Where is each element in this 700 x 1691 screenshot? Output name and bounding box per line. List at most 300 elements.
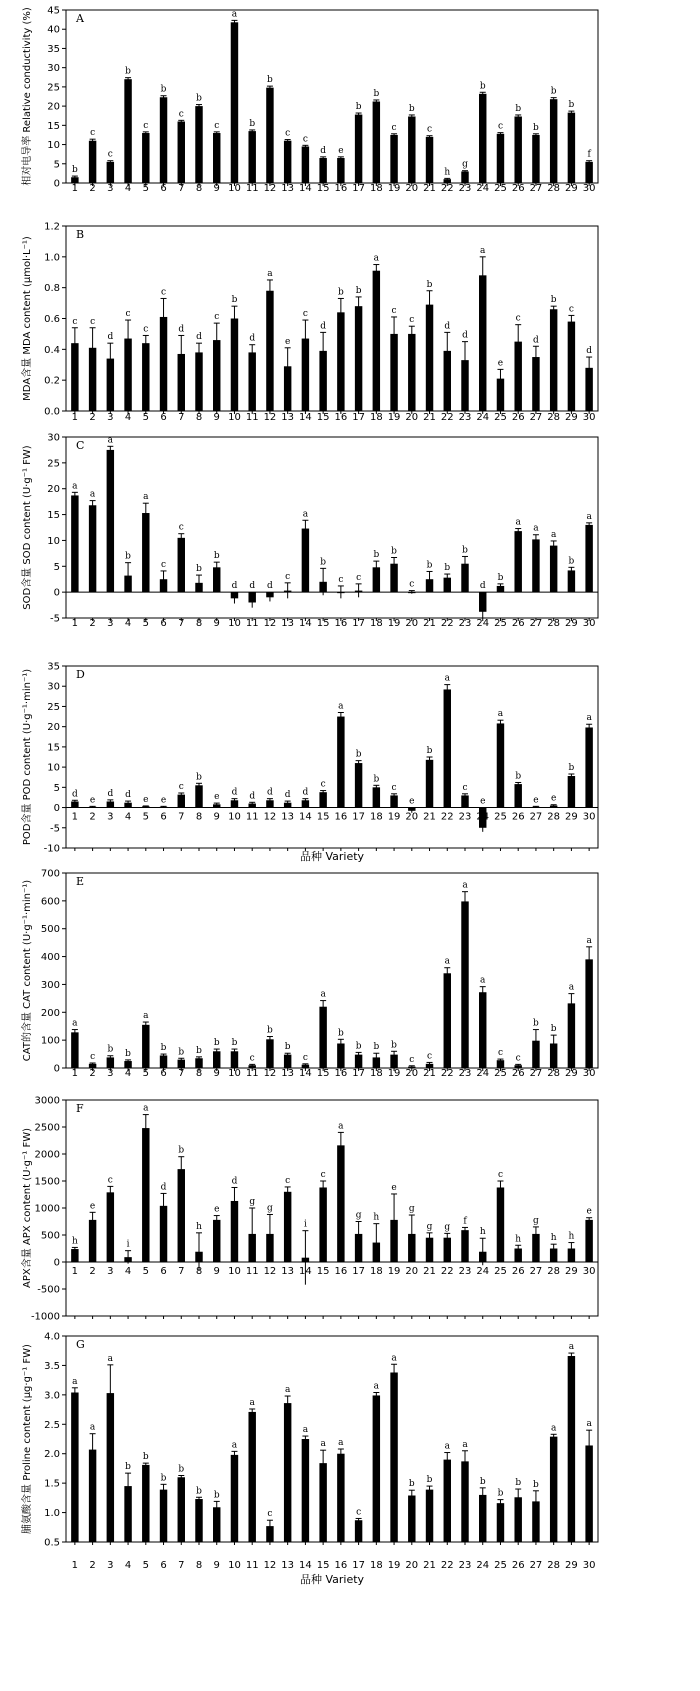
significance-letter: c (515, 1053, 521, 1064)
bar (284, 1055, 291, 1068)
significance-letter: b (107, 1044, 114, 1055)
significance-letter: a (373, 1381, 380, 1392)
significance-letter: a (143, 492, 149, 503)
bar (71, 1032, 78, 1068)
significance-letter: d (267, 581, 273, 592)
x-tick-label: 16 (334, 1266, 348, 1277)
x-tick-label: 12 (263, 412, 277, 423)
significance-letter: a (338, 701, 344, 712)
x-tick-label: 4 (124, 1068, 132, 1079)
bar (373, 1395, 380, 1542)
significance-letter: a (586, 1419, 592, 1430)
significance-letter: b (426, 560, 433, 571)
x-tick-label: 19 (387, 811, 401, 823)
significance-letter: b (515, 103, 522, 114)
significance-letter: b (550, 86, 557, 97)
bar (319, 792, 326, 807)
x-tick-label: 2 (89, 811, 96, 823)
x-tick-label: 15 (316, 412, 330, 423)
x-tick-label: 6 (160, 1266, 167, 1277)
bar (514, 531, 521, 592)
x-tick-label: 12 (263, 1560, 277, 1571)
x-tick-label: 28 (547, 1560, 561, 1571)
bar (319, 158, 326, 183)
significance-letter: b (355, 749, 362, 760)
y-tick-label: 15 (47, 120, 60, 132)
bar (426, 760, 433, 808)
bar (266, 291, 273, 411)
bar (355, 306, 362, 411)
x-tick-label: 16 (334, 1560, 348, 1571)
bar (390, 135, 397, 183)
significance-letter: b (142, 1452, 149, 1463)
significance-letter: g (426, 1221, 433, 1232)
bar (532, 135, 539, 183)
significance-letter: b (125, 66, 131, 77)
bar (337, 158, 344, 183)
x-tick-label: 17 (352, 183, 365, 194)
x-tick-label: 29 (565, 1068, 578, 1079)
significance-letter: a (231, 1440, 238, 1451)
panel-f (20, 1096, 598, 1323)
y-tick-label: 5 (53, 159, 60, 171)
x-tick-label: 20 (405, 618, 419, 629)
x-tick-label: 19 (387, 618, 401, 629)
y-tick-label: 25 (47, 458, 60, 470)
bar (302, 529, 309, 593)
x-tick-label: 13 (281, 183, 295, 194)
x-tick-label: 10 (228, 412, 241, 423)
x-tick-label: 24 (476, 1068, 490, 1079)
significance-letter: f (587, 149, 591, 160)
significance-letter: b (408, 103, 415, 114)
x-tick-label: 5 (142, 1266, 149, 1277)
x-tick-label: 19 (387, 1266, 401, 1277)
y-tick-label: 5 (53, 782, 60, 794)
significance-letter: b (568, 556, 575, 567)
bar (284, 141, 291, 183)
y-tick-label: 4.0 (44, 1331, 60, 1343)
significance-letter: b (196, 1486, 202, 1497)
y-tick-label: 0.2 (44, 375, 60, 387)
y-tick-label: 1.0 (44, 1508, 60, 1520)
significance-letter: c (391, 305, 397, 316)
significance-letter: b (196, 93, 202, 104)
significance-letter: a (533, 523, 539, 534)
significance-letter: d (444, 321, 451, 332)
x-tick-label: 1 (71, 1560, 79, 1571)
significance-letter: c (72, 316, 78, 327)
x-tick-label: 21 (423, 1266, 436, 1277)
significance-letter: b (444, 563, 451, 574)
significance-letter: b (196, 1045, 202, 1056)
y-tick-label: 25 (47, 82, 60, 94)
y-tick-label: 0.5 (44, 1537, 60, 1549)
x-tick-label: 13 (281, 1068, 295, 1079)
significance-letter: h (479, 1227, 486, 1238)
x-tick-label: 22 (440, 1266, 454, 1277)
bar (426, 305, 433, 411)
significance-letter: a (480, 245, 486, 256)
y-tick-label: 0 (53, 1063, 60, 1075)
bar (390, 795, 397, 807)
x-tick-label: 15 (316, 1266, 330, 1277)
significance-letter: b (267, 75, 273, 86)
panel-b-ylabel: MDA含量 MDA content (μmol·L⁻¹) (22, 236, 33, 401)
bar (568, 570, 575, 592)
x-tick-label: 23 (458, 1266, 472, 1277)
significance-letter: a (320, 989, 326, 1000)
x-tick-label: 12 (263, 183, 277, 194)
x-tick-label: 19 (387, 1068, 401, 1079)
x-tick-label: 8 (195, 183, 203, 194)
x-tick-label: 25 (494, 1068, 507, 1079)
x-tick-label: 30 (582, 412, 596, 423)
significance-letter: a (550, 1423, 557, 1434)
panel-f-label: F (76, 1102, 84, 1115)
bar (302, 1439, 309, 1542)
significance-letter: b (125, 551, 131, 562)
significance-letter: b (178, 1464, 185, 1475)
y-tick-label: 100 (40, 1035, 60, 1047)
x-tick-label: 9 (213, 1266, 220, 1277)
bar (461, 171, 468, 183)
x-tick-label: 1 (71, 412, 79, 423)
significance-letter: g (462, 159, 468, 170)
significance-letter: a (302, 1425, 309, 1436)
significance-letter: c (497, 121, 503, 132)
y-tick-label: 3.5 (44, 1360, 60, 1372)
x-tick-label: 14 (299, 1068, 312, 1079)
significance-letter: b (337, 287, 344, 298)
x-tick-label: 12 (263, 1068, 277, 1079)
significance-letter: b (337, 1028, 344, 1039)
x-tick-label: 13 (281, 811, 295, 823)
x-tick-label: 15 (316, 811, 330, 823)
y-tick-label: 3.0 (44, 1390, 60, 1402)
significance-letter: b (373, 550, 380, 561)
bar (444, 973, 451, 1068)
y-tick-label: 0.0 (44, 406, 60, 418)
significance-letter: c (320, 779, 326, 790)
significance-letter: d (125, 790, 131, 801)
significance-letter: b (213, 1038, 220, 1049)
x-tick-label: 4 (124, 1266, 132, 1277)
x-tick-label: 21 (423, 1560, 436, 1571)
panel-a-label: A (76, 12, 84, 25)
x-tick-label: 10 (228, 1266, 241, 1277)
x-tick-label: 18 (369, 412, 383, 423)
bar (479, 94, 486, 183)
significance-letter: e (338, 145, 344, 156)
bar (142, 513, 149, 592)
x-tick-label: 6 (160, 618, 167, 629)
x-tick-label: 2 (89, 412, 96, 423)
y-tick-label: 2000 (34, 1149, 60, 1161)
bar (160, 1490, 167, 1542)
significance-letter: c (409, 579, 415, 590)
y-tick-label: 5 (53, 561, 60, 573)
significance-letter: f (463, 1216, 467, 1227)
significance-letter: a (586, 713, 592, 724)
x-tick-label: 14 (299, 811, 312, 823)
y-tick-label: 30 (47, 432, 60, 444)
y-tick-label: 2500 (34, 1122, 60, 1134)
bar (319, 1187, 326, 1262)
x-tick-label: 20 (405, 1266, 419, 1277)
significance-letter: g (533, 1215, 539, 1226)
bar (479, 275, 486, 411)
y-tick-label: 0 (53, 1257, 60, 1269)
x-tick-label: 7 (178, 412, 185, 423)
x-tick-label: 7 (178, 1266, 185, 1277)
significance-letter: e (160, 795, 167, 806)
bar (89, 505, 96, 592)
bar (461, 901, 468, 1068)
significance-letter: h (550, 1233, 557, 1244)
significance-letter: a (231, 9, 238, 20)
x-tick-label: 26 (511, 618, 525, 629)
significance-letter: b (160, 84, 167, 95)
panel-g-label: G (76, 1338, 85, 1351)
y-tick-label: 2.5 (44, 1419, 60, 1431)
significance-letter: d (533, 335, 539, 346)
significance-letter: b (355, 1041, 362, 1052)
bar (585, 525, 592, 592)
y-tick-label: 35 (47, 661, 60, 673)
x-tick-label: 27 (529, 1560, 543, 1571)
x-tick-label: 13 (281, 1266, 295, 1277)
y-tick-label: 30 (47, 681, 60, 693)
x-tick-label: 8 (195, 1068, 203, 1079)
x-tick-label: 19 (387, 183, 401, 194)
significance-letter: b (533, 1018, 539, 1029)
significance-letter: c (285, 571, 291, 582)
x-tick-label: 3 (107, 1266, 114, 1277)
bar (213, 1220, 220, 1262)
x-tick-label: 6 (160, 1068, 167, 1079)
bar (585, 959, 592, 1068)
significance-letter: e (480, 796, 486, 807)
y-tick-label: 700 (40, 868, 60, 880)
significance-letter: b (231, 295, 238, 306)
significance-letter: c (214, 120, 220, 131)
significance-letter: c (161, 559, 167, 570)
x-tick-label: 15 (316, 618, 330, 629)
panel-b (20, 222, 598, 424)
x-tick-label: 27 (529, 412, 543, 423)
significance-letter: d (249, 791, 256, 802)
x-tick-label: 18 (369, 1560, 383, 1571)
significance-letter: e (89, 795, 96, 806)
significance-letter: c (90, 316, 96, 327)
bar (408, 116, 415, 183)
bar (71, 495, 78, 592)
x-tick-label: 27 (529, 1068, 543, 1079)
x-tick-label: 18 (369, 1068, 383, 1079)
bar (178, 1477, 185, 1542)
significance-letter: b (515, 771, 522, 782)
x-tick-label: 3 (107, 412, 114, 423)
y-tick-label: 25 (47, 701, 60, 713)
y-tick-label: 500 (40, 1230, 60, 1242)
x-tick-label: 2 (89, 1266, 96, 1277)
x-tick-label: 10 (228, 811, 241, 823)
bar (568, 776, 575, 808)
x-tick-label: 28 (547, 183, 561, 194)
x-tick-label: 27 (529, 1266, 543, 1277)
bar (337, 717, 344, 808)
x-tick-label: 22 (440, 811, 454, 823)
panel-e (20, 869, 598, 1080)
significance-letter: d (107, 788, 114, 799)
y-tick-label: 3000 (34, 1095, 60, 1107)
significance-letter: d (160, 1182, 167, 1193)
bar (107, 450, 114, 592)
panel-c-label: C (76, 439, 85, 452)
bar (461, 1230, 468, 1262)
x-tick-label: 6 (160, 412, 167, 423)
x-tick-label: 24 (476, 183, 490, 194)
significance-letter: h (373, 1212, 380, 1223)
x-tick-label: 19 (387, 412, 401, 423)
significance-letter: a (249, 1397, 255, 1408)
bar (585, 1220, 592, 1262)
x-tick-label: 11 (245, 1068, 259, 1079)
significance-letter: b (249, 118, 256, 129)
y-tick-label: 20 (47, 484, 60, 496)
significance-letter: b (178, 1145, 185, 1156)
significance-letter: h (568, 1231, 575, 1242)
bar (497, 1187, 504, 1262)
bar (266, 1039, 273, 1068)
bar (160, 97, 167, 183)
x-tick-label: 22 (440, 618, 454, 629)
x-tick-label: 30 (582, 618, 596, 629)
x-tick-label: 17 (352, 412, 365, 423)
x-tick-label: 14 (299, 1560, 312, 1571)
bar (444, 689, 451, 807)
x-tick-label: 27 (529, 618, 543, 629)
y-tick-label: 20 (47, 722, 60, 734)
significance-letter: a (302, 509, 309, 520)
significance-letter: e (586, 1206, 592, 1217)
significance-letter: g (267, 1203, 273, 1214)
bar (550, 1437, 557, 1542)
x-tick-label: 8 (195, 618, 203, 629)
x-tick-label: 20 (405, 811, 419, 823)
y-tick-label: 10 (47, 140, 60, 152)
x-tick-label: 4 (124, 618, 132, 629)
x-tick-label: 8 (195, 811, 203, 823)
significance-letter: b (160, 1043, 167, 1054)
significance-letter: b (479, 81, 486, 92)
x-tick-label: 11 (245, 811, 259, 823)
x-tick-label: 3 (107, 1560, 114, 1571)
bar (497, 134, 504, 183)
significance-letter: c (462, 782, 468, 793)
bar (355, 115, 362, 183)
x-tick-label: 30 (582, 1560, 596, 1571)
x-tick-label: 16 (334, 811, 348, 823)
significance-letter: b (515, 1478, 522, 1489)
significance-letter: d (196, 332, 202, 343)
x-tick-label: 7 (178, 618, 185, 629)
bar (355, 1520, 362, 1542)
bar (160, 1055, 167, 1068)
significance-letter: e (214, 792, 220, 803)
bar (71, 1249, 78, 1262)
panel-e-label: E (76, 875, 85, 888)
significance-letter: b (267, 1025, 273, 1036)
significance-letter: c (249, 1053, 255, 1064)
y-tick-label: 400 (40, 952, 60, 964)
y-tick-label: 600 (40, 896, 60, 908)
x-tick-label: 30 (582, 183, 596, 194)
y-tick-label: 40 (47, 24, 60, 36)
x-tick-label: 9 (213, 183, 220, 194)
x-tick-label: 25 (494, 412, 507, 423)
significance-letter: b (426, 279, 433, 290)
x-tick-label: 6 (160, 183, 167, 194)
x-tick-label: 28 (547, 412, 561, 423)
x-tick-label: 2 (89, 618, 96, 629)
bar (550, 546, 557, 593)
x-tick-label: 21 (423, 811, 436, 823)
bar (444, 1460, 451, 1542)
bar (568, 1356, 575, 1542)
x-tick-label: 15 (316, 1068, 330, 1079)
x-tick-label: 11 (245, 412, 259, 423)
bar (497, 723, 504, 807)
x-tick-label: 14 (299, 1266, 312, 1277)
significance-letter: d (462, 330, 468, 341)
x-tick-label: 23 (458, 618, 472, 629)
significance-letter: d (284, 790, 291, 801)
panel-b-label: B (76, 228, 85, 241)
significance-letter: d (267, 787, 273, 798)
bar (142, 1465, 149, 1542)
bar (497, 1503, 504, 1542)
x-tick-label: 22 (440, 183, 454, 194)
bar (514, 116, 521, 183)
x-tick-label: 18 (369, 1266, 383, 1277)
significance-letter: c (302, 1052, 308, 1063)
bar (231, 319, 238, 412)
bar (337, 312, 344, 411)
bar (373, 101, 380, 183)
bar (178, 121, 185, 183)
significance-letter: c (356, 572, 362, 583)
significance-letter: b (497, 1488, 504, 1499)
x-tick-label: 25 (494, 618, 507, 629)
significance-letter: a (391, 1353, 397, 1364)
significance-letter: c (107, 149, 113, 160)
x-tick-label: 28 (547, 1068, 561, 1079)
x-tick-label: 5 (142, 1068, 149, 1079)
significance-letter: e (285, 336, 291, 347)
significance-letter: h (444, 167, 451, 178)
significance-letter: a (89, 1422, 96, 1433)
significance-letter: c (515, 313, 521, 324)
significance-letter: d (178, 324, 185, 335)
significance-letter: b (391, 1040, 397, 1051)
x-tick-label: 14 (299, 183, 312, 194)
x-tick-label: 8 (195, 1266, 203, 1277)
x-tick-label: 25 (494, 811, 507, 823)
significance-letter: c (338, 574, 344, 585)
bar (337, 1454, 344, 1542)
